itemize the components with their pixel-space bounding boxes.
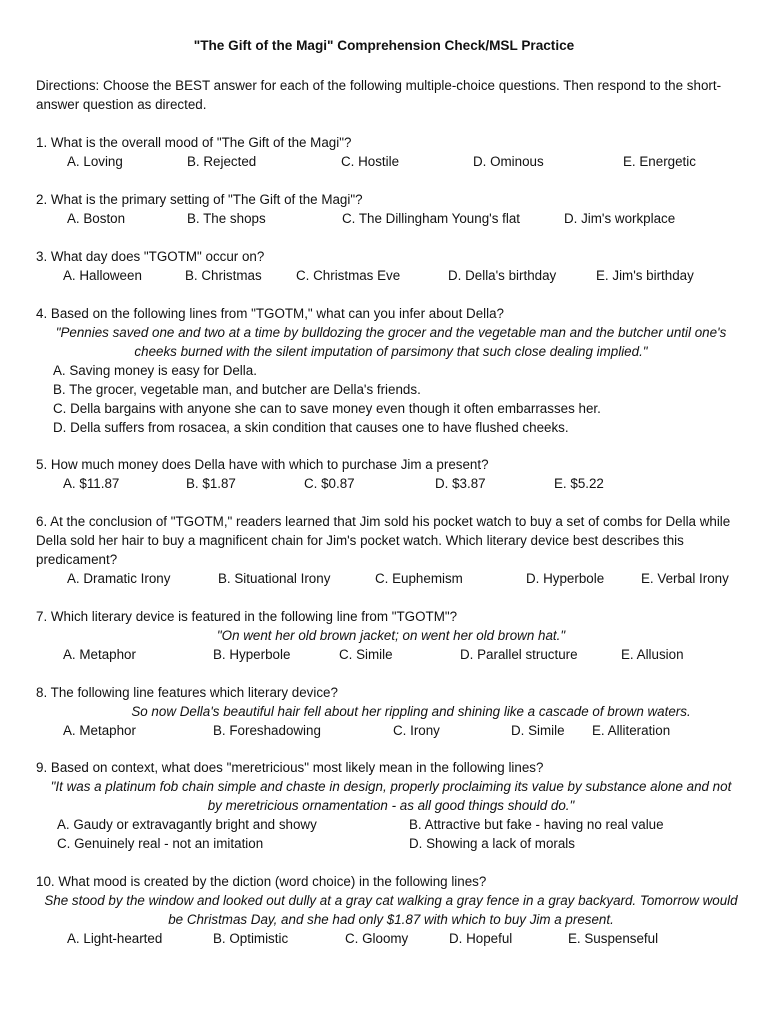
- option-e: E. Energetic: [623, 154, 696, 169]
- option-b: B. Christmas: [185, 268, 262, 283]
- option-c: C. Genuinely real - not an imitation: [57, 836, 264, 851]
- option-a: A. $11.87: [63, 476, 120, 491]
- option-d: D. Hopeful: [449, 931, 513, 946]
- option-c: C. Gloomy: [345, 931, 409, 946]
- option-c: C. Irony: [393, 723, 440, 738]
- option-e: E. $5.22: [554, 476, 604, 491]
- option-e: E. Alliteration: [592, 723, 671, 738]
- option-b: B. Situational Irony: [218, 571, 331, 586]
- option-a: A. Saving money is easy for Della.: [53, 363, 257, 378]
- option-a: A. Light-hearted: [67, 931, 163, 946]
- option-e: E. Jim's birthday: [596, 268, 694, 283]
- option-d: D. Showing a lack of morals: [409, 836, 575, 851]
- question-6: [36, 512, 746, 588]
- option-d: D. Jim's workplace: [564, 211, 676, 226]
- option-b: B. Optimistic: [213, 931, 289, 946]
- option-a: A. Gaudy or extravagantly bright and showy: [57, 817, 317, 832]
- option-b: B. The grocer, vegetable man, and butcher are Della's friends.: [53, 382, 421, 397]
- option-a: A. Loving: [67, 154, 123, 169]
- question-quote: So now Della's beautiful hair fell about her rippling and shining like a cascade of brown waters.: [131, 704, 691, 719]
- option-c: C. Christmas Eve: [296, 268, 401, 283]
- question-stem: 8. The following line features which literary device?: [36, 685, 338, 700]
- option-a: A. Metaphor: [63, 647, 136, 662]
- option-b: B. Rejected: [187, 154, 257, 169]
- option-a: A. Halloween: [63, 268, 142, 283]
- question-stem: 7. Which literary device is featured in the following line from "TGOTM"?: [36, 609, 458, 624]
- option-b: B. Attractive but fake - having no real value: [409, 817, 664, 832]
- question-quote: "It was a platinum fob chain simple and chaste in design, properly proclaiming its value by substance alone and not by meretricious ornamentation - as all good things should do.": [50, 779, 732, 813]
- directions-text: Directions: Choose the BEST answer for each of the following multiple-choice questions. Then respond to the short-answer question as directed.: [36, 78, 722, 112]
- option-c: C. The Dillingham Young's flat: [342, 211, 520, 226]
- option-c: C. $0.87: [304, 476, 355, 491]
- option-c: C. Simile: [339, 647, 393, 662]
- option-d: D. Hyperbole: [526, 571, 605, 586]
- question-stem: 10. What mood is created by the diction (word choice) in the following lines?: [36, 874, 487, 889]
- option-b: B. Hyperbole: [213, 647, 291, 662]
- option-d: D. Della's birthday: [448, 268, 557, 283]
- question-stem: 2. What is the primary setting of "The Gift of the Magi"?: [36, 192, 363, 207]
- option-e: E. Allusion: [621, 647, 684, 662]
- question-3: [36, 247, 746, 285]
- question-stem: 6. At the conclusion of "TGOTM," readers learned that Jim sold his pocket watch to buy a set of combs for Della while Della sold her hair to buy a magnificent chain for Jim's pocket watch. Which literary device best describes this predicament?: [36, 514, 731, 567]
- question-quote: "Pennies saved one and two at a time by bulldozing the grocer and the vegetable man and the butcher until one's cheeks burned with the silent imputation of parsimony that such close dealing implied.": [55, 325, 727, 359]
- question-4: [36, 304, 746, 437]
- option-c: C. Della bargains with anyone she can to save money even though it often embarrasses her.: [53, 401, 601, 416]
- question-stem: 5. How much money does Della have with which to purchase Jim a present?: [36, 457, 489, 472]
- option-d: D. Simile: [511, 723, 565, 738]
- option-d: D. $3.87: [435, 476, 486, 491]
- option-a: A. Dramatic Irony: [67, 571, 171, 586]
- option-b: B. $1.87: [186, 476, 236, 491]
- question-1: [36, 133, 746, 171]
- option-d: D. Parallel structure: [460, 647, 578, 662]
- question-8: [36, 683, 746, 740]
- option-e: E. Suspenseful: [568, 931, 659, 946]
- question-quote: "On went her old brown jacket; on went her old brown hat.": [216, 628, 566, 643]
- option-b: B. The shops: [187, 211, 266, 226]
- option-e: E. Verbal Irony: [641, 571, 729, 586]
- option-c: C. Hostile: [341, 154, 400, 169]
- option-a: A. Boston: [67, 211, 126, 226]
- question-9: [36, 758, 746, 853]
- option-d: D. Ominous: [473, 154, 544, 169]
- question-stem: 4. Based on the following lines from "TGOTM," what can you infer about Della?: [36, 306, 504, 321]
- question-2: [36, 190, 746, 228]
- question-stem: 3. What day does "TGOTM" occur on?: [36, 249, 265, 264]
- question-quote: She stood by the window and looked out dully at a gray cat walking a gray fence in a gray backyard. Tomorrow would be Christmas Day, and she had only $1.87 with which to buy Jim a present.: [44, 893, 738, 927]
- question-7: [36, 607, 746, 664]
- option-c: C. Euphemism: [375, 571, 463, 586]
- option-d: D. Della suffers from rosacea, a skin condition that causes one to have flushed cheeks.: [53, 420, 569, 435]
- question-10: [36, 872, 746, 948]
- option-a: A. Metaphor: [63, 723, 136, 738]
- page-title: "The Gift of the Magi" Comprehension Check/MSL Practice: [193, 38, 575, 53]
- question-stem: 9. Based on context, what does "meretricious" most likely mean in the following lines?: [36, 760, 544, 775]
- option-b: B. Foreshadowing: [213, 723, 321, 738]
- question-5: [36, 455, 746, 493]
- question-stem: 1. What is the overall mood of "The Gift of the Magi"?: [36, 135, 352, 150]
